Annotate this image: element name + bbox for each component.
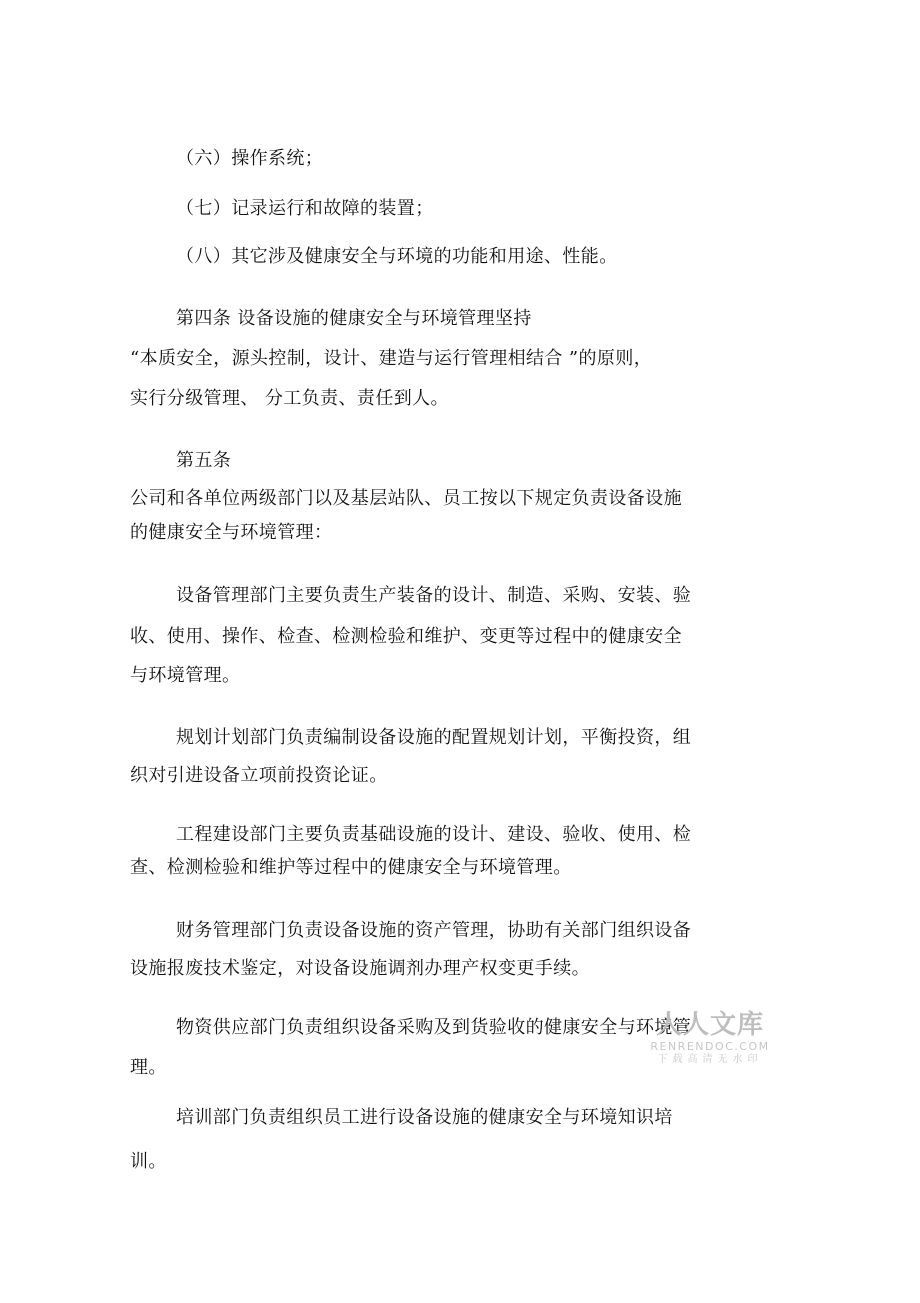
- list-item-eight: （八）其它涉及健康安全与环境的功能和用途、性能。: [176, 246, 618, 267]
- finance-dept-line-1: 财务管理部门负责设备设施的资产管理，协助有关部门组织设备: [176, 920, 692, 941]
- watermark-site: RENRENDOC.COM: [650, 1040, 770, 1053]
- equipment-dept-line-2: 收、使用、操作、检查、检测检验和维护、变更等过程中的健康安全: [130, 626, 682, 647]
- training-dept-line-2: 训。: [130, 1151, 167, 1172]
- article-four-line-1: 第四条 设备设施的健康安全与环境管理坚持: [176, 308, 532, 329]
- article-four-line-3: 实行分级管理、 分工负责、责任到人。: [130, 388, 449, 409]
- list-item-six: （六）操作系统；: [176, 148, 324, 169]
- construction-dept-line-2: 查、检测检验和维护等过程中的健康安全与环境管理。: [130, 857, 572, 878]
- planning-dept-line-1: 规划计划部门负责编制设备设施的配置规划计划，平衡投资，组: [176, 727, 692, 748]
- equipment-dept-line-1: 设备管理部门主要负责生产装备的设计、制造、采购、安装、验: [176, 585, 692, 606]
- equipment-dept-line-3: 与环境管理。: [130, 665, 241, 686]
- watermark-title: 人人文库: [655, 1010, 764, 1040]
- construction-dept-line-1: 工程建设部门主要负责基础设施的设计、建设、验收、使用、检: [176, 824, 692, 845]
- watermark-subtitle: 下载高清无水印: [657, 1054, 763, 1065]
- article-four-line-2: “本质安全，源头控制，设计、建造与运行管理相结合 ”的原则，: [130, 348, 653, 369]
- planning-dept-line-2: 织对引进设备立项前投资论证。: [130, 765, 388, 786]
- training-dept-line-1: 培训部门负责组织员工进行设备设施的健康安全与环境知识培: [176, 1107, 673, 1128]
- article-five-line-1: 公司和各单位两级部门以及基层站队、员工按以下规定负责设备设施: [130, 488, 682, 509]
- list-item-seven: （七）记录运行和故障的装置；: [176, 198, 434, 219]
- article-five-heading: 第五条: [176, 450, 232, 471]
- finance-dept-line-2: 设施报废技术鉴定，对设备设施调剂办理产权变更手续。: [130, 958, 590, 979]
- supply-dept-line-2: 理。: [130, 1057, 167, 1078]
- article-five-line-2: 的健康安全与环境管理：: [130, 522, 333, 543]
- watermark: [640, 1010, 780, 1066]
- supply-dept-line-1: 物资供应部门负责组织设备采购及到货验收的健康安全与环境管: [176, 1017, 692, 1038]
